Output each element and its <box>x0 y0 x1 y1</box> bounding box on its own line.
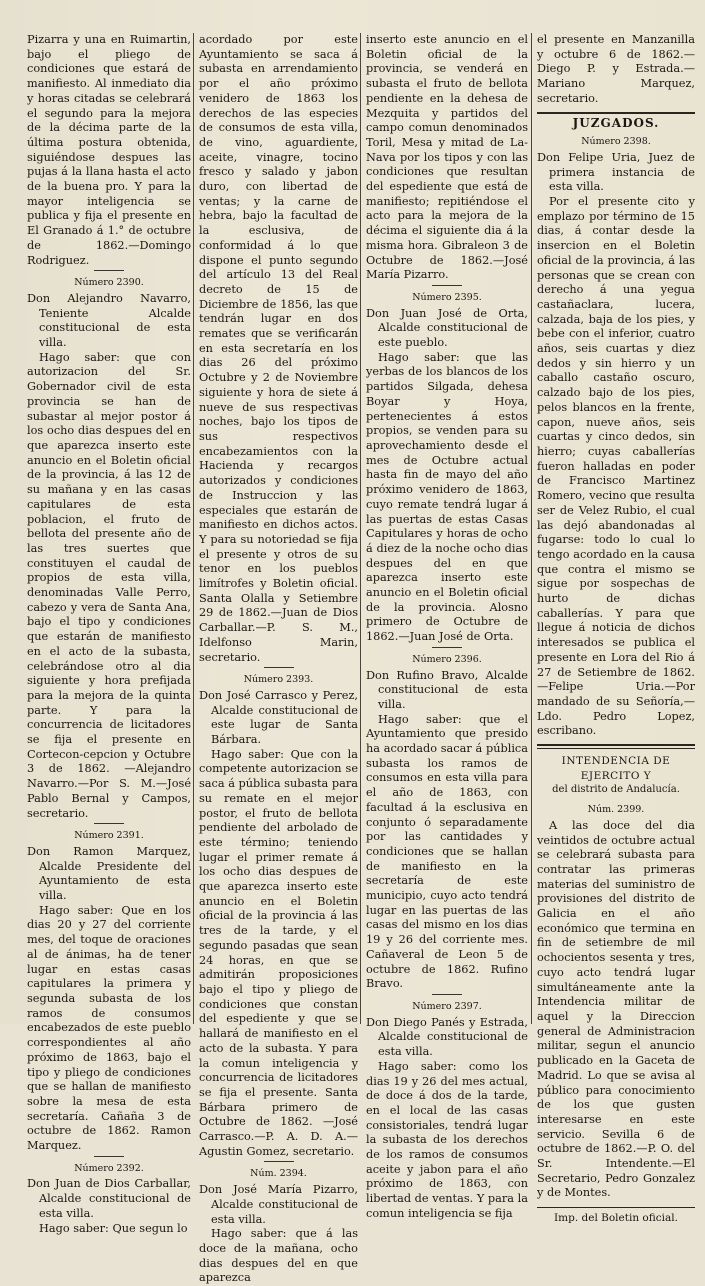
separator <box>94 270 124 271</box>
notice-heading: Don Diego Panés y Estrada, Alcalde constitucional de esta villa. <box>366 1015 528 1059</box>
column-3 <box>366 33 528 1220</box>
printer-footer: Imp. del Boletin oficial. <box>537 1207 695 1226</box>
notice-body: Hago saber: que á las doce de la mañana, ocho dias despues del en que aparezca <box>199 1227 358 1285</box>
notice-body: Hago saber: que las yerbas de los blancos de los partidos Silgada, dehesa Boyar y Hoya, pertenecientes á estos propios, se venden para su aprovechamiento desde el mes de Octubre actual hasta fin de mayo del año próximo venidero de 1863, cuyo remate tendrá lugar á las puertas de estas Casas Capitulares y horas de ocho á diez de la noche ocho dias despues del en que aparezca inserto este anuncio en el Boletin oficial de la provincia. Alosno primero de Octubre de 1862.—Juan José de Orta. <box>366 350 528 644</box>
notice-body: Hago saber: que con autorizacion del Sr. Gobernador civil de esta provincia se han de subastar al mejor postor á los ocho dias despues del en que aparezca inserto este anuncio en el Boletin oficial de la provincia, á las 12 de su mañana y en las casas capitulares de esta poblacion, el fruto de bellota del presente año de las tres suertes que constituyen el caudal de propios de esta villa, denominadas Valle Perro, cabezo y vera de Santa Ana, bajo el tipo y condiciones que estarán de manifiesto en el acto de la subasta, celebrándose otro al dia siguiente y hora prefijada para la mejora de la quinta parte. Y para la concurrencia de licitadores se fija el presente en Cortecon-cepcion y Octubre 3 de 1862. —Alejandro Navarro.—Por S. M.—José Pablo Bernal y Campos, secretario. <box>27 350 191 820</box>
separator <box>432 994 462 995</box>
separator <box>94 823 124 824</box>
notice-body: Hago saber: Que segun lo <box>39 1221 188 1235</box>
separator <box>264 1161 294 1162</box>
notice-number: Núm. 2399. <box>587 804 645 816</box>
column-2 <box>199 33 358 1285</box>
separator <box>94 1156 124 1157</box>
column-rule <box>531 33 532 1024</box>
notice-body: Hago saber: Que con la competente autorizacion se saca á pública subasta para su remate en el mejor postor, el fruto de bellota pendiente del arbolado de este término; teniendo lugar el primer remate á los ocho dias despues de que aparezca inserto este anuncio en el Boletin oficial de la provincia á las tres de la tarde, y el segundo pasadas que sean 24 horas, en que se admitirán proposiciones bajo el tipo y pliego de condiciones que constan del espediente y que se hallará de manifiesto en el acto de la subasta. Y para la comun inteligencia y concurrencia de licitadores se fija el presente. Santa Bárbara primero de Octubre de 1862. —José Carrasco.—P. A. D. A.—Agustin Gomez, secretario. <box>199 747 358 1158</box>
notice-heading: Don Felipe Uria, Juez de primera instancia de esta villa. <box>537 150 695 194</box>
separator <box>432 647 462 648</box>
notice-heading: Don Juan José de Orta, Alcalde constitucional de este pueblo. <box>366 306 528 350</box>
separator <box>432 285 462 286</box>
column-4 <box>537 33 695 1225</box>
notice-continuation: el presente en Manzanilla y octubre 6 de 1862.—Diego P. y Estrada.—Mariano Marquez, secretario. <box>537 33 695 105</box>
column-rule <box>193 33 194 1024</box>
notice-number: Número 2396. <box>412 653 482 665</box>
notice-number: Número 2395. <box>412 291 482 303</box>
section-title-intendencia: INTENDENCIA DE EJERCITO Y <box>561 755 671 782</box>
notice-body: A las doce del dia veintidos de octubre actual se celebrará subasta para contratar las primeras materias del suministro de provisiones del distrito de Galicia en el año económico que termina en fin de setiembre de mil ochocientos sesenta y tres, cuyo acto tendrá lugar simultáneamente ante la Intendencia militar de aquel y la Direccion general de Administracion militar, segun el anuncio publicado en la Gaceta de Madrid. Lo que se avisa al público para conocimiento de los que gusten interesarse en este servicio. Sevilla 6 de octubre de 1862.—P. O. del Sr. Intendente.—El Secretario, Pedro Gonzalez y de Montes. <box>537 818 695 1200</box>
section-rule <box>537 748 695 749</box>
section-subtitle: del distrito de Andalucía. <box>552 784 680 796</box>
notice-number: Número 2393. <box>243 674 314 686</box>
notice-heading: Don José Carrasco y Perez, Alcalde constitucional de este lugar de Santa Bárbara. <box>199 688 358 747</box>
notice-heading: Don Juan de Dios Carballar, Alcalde constitucional de esta villa. <box>27 1177 191 1220</box>
notice-heading: Don José María Pizarro, Alcalde constitucional de esta villa. <box>199 1183 358 1226</box>
notice-number: Núm. 2394. <box>250 1168 307 1180</box>
notice-number: Número 2390. <box>74 277 144 289</box>
notice-number: Número 2392. <box>74 1162 144 1174</box>
notice-heading: Don Alejandro Navarro, Teniente Alcalde constitucional de esta villa. <box>27 291 191 350</box>
notice-continuation: Pizarra y una en Ruimartin, bajo el pliego de condiciones que estará de manifiesto. Al inmediato dia y horas citadas se celebrará el segundo para la mejora de la décima parte de la última postura obtenida, siguiéndose despues las pujas á la llana hasta el acto de la buena pro. Y para la mayor inteligencia se publica y fija el presente en El Granado á 1.° de octubre de 1862.—Domingo Rodriguez. <box>27 33 191 267</box>
notice-body: Hago saber: como los dias 19 y 26 del mes actual, de doce á dos de la tarde, en el local de las casas consistoriales, tendrá lugar la subasta de los derechos de los ramos de consumos aceite y jabon para el año próximo de 1863, con libertad de ventas. Y para la comun inteligencia se fija <box>366 1059 528 1220</box>
column-1 <box>27 33 191 1235</box>
separator <box>264 667 294 668</box>
section-rule <box>537 112 695 114</box>
notice-body: Por el presente cito y emplazo por término de 15 dias, á contar desde la insercion en el Boletin oficial de la provincia, á las personas que se crean con derecho á una yegua castañaclara, lucera, calzada, baja de los pies, y bebe con el inferior, cuatro años, seis cuartas y diez dedos y sin hierro y un caballo castaño oscuro, calzado bajo de los pies, pelos blancos en la frente, capon, nueve años, seis cuartas y cinco dedos, sin hierro; cuyas caballerías fueron halladas en poder de Francisco Martinez Romero, vecino que resulta ser de Velez Rubio, el cual las dejó abandonadas al fugarse: todo lo cual lo tengo acordado en la causa que contra el mismo se sigue por sospechas de hurto de dichas caballerías. Y para que llegue á noticia de dichos interesados se publica el presente en Lora del Rio á 27 de Setiembre de 1862.—Felipe Uria.—Por mandado de su Señoría,—Ldo. Pedro Lopez, escribano. <box>537 195 695 738</box>
section-title-juzgados: JUZGADOS. <box>572 115 660 130</box>
notice-number: Número 2397. <box>412 1001 482 1012</box>
notice-number: Número 2391. <box>74 830 144 842</box>
notice-body: Hago saber: que el Ayuntamiento que presido ha acordado sacar á pública subasta los ramos de consumos en esta villa para el año de 1863, con facultad á la esclusiva en conjunto ó separadamente por las cantidades y condiciones que se hallan de manifiesto en la secretaría de este municipio, cuyo acto tendrá lugar en las puertas de las casas del mismo en los dias 19 y 26 del corriente mes. Cañaveral de Leon 5 de octubre de 1862. Rufino Bravo. <box>366 712 528 991</box>
notice-continuation: inserto este anuncio en el Boletin oficial de la provincia, se venderá en subasta el fruto de bellota pendiente en la dehesa de Mezquita y partidos del campo comun denominados Toril, Mesa y mitad de La-Nava por los tipos y con las condiciones que resultan del espediente que está de manifiesto; repitiéndose el acto para la mejora de la décima el siguiente dia á la misma hora. Gibraleon 3 de Octubre de 1862.—José María Pizarro. <box>366 33 528 282</box>
notice-body: Hago saber: Que en los dias 20 y 27 del corriente mes, del toque de oraciones al de ánimas, ha de tener lugar en estas casas capitulares la primera y segunda subasta de los ramos de consumos encabezados de este pueblo correspondientes al año próximo de 1863, bajo el tipo y pliego de condiciones que se hallan de manifiesto sobre la mesa de esta secretaría. Cañaña 3 de octubre de 1862. Ramon Marquez. <box>27 903 191 1153</box>
notice-heading: Don Ramon Marquez, Alcalde Presidente del Ayuntamiento de esta villa. <box>27 844 191 903</box>
column-rule <box>360 33 361 1024</box>
notice-number: Número 2398. <box>581 136 651 148</box>
notice-heading: Don Rufino Bravo, Alcalde constitucional de esta villa. <box>366 668 528 711</box>
notice-continuation: acordado por este Ayuntamiento se saca á subasta en arrendamiento por el año próximo venidero de 1863 los derechos de las especies de consumos de esta villa, de vino, aguardiente, aceite, vinagre, tocino fresco y salado y jabon duro, con libertad de ventas; y la carne de hebra, bajo la facultad de la esclusiva, de conformidad á lo que dispone el punto segundo del artículo 13 del Real decreto de 15 de Diciembre de 1856, las que tendrán lugar en dos remates que se verificarán en esta secretaría en los dias 26 del próximo Octubre y 2 de Noviembre siguiente y hora de siete á nueve de sus respectivas noches, bajo los tipos de sus respectivos encabezamientos con la Hacienda y recargos autorizados y condiciones de Instruccion y las especiales que estarán de manifiesto en dichos actos. Y para su notoriedad se fija el presente y otros de su tenor en los pueblos limítrofes y Boletin oficial. Santa Olalla y Setiembre 29 de 1862.—Juan de Dios Carballar.—P. S. M., Idelfonso Marin, secretario. <box>199 33 358 664</box>
section-rule <box>537 744 695 746</box>
